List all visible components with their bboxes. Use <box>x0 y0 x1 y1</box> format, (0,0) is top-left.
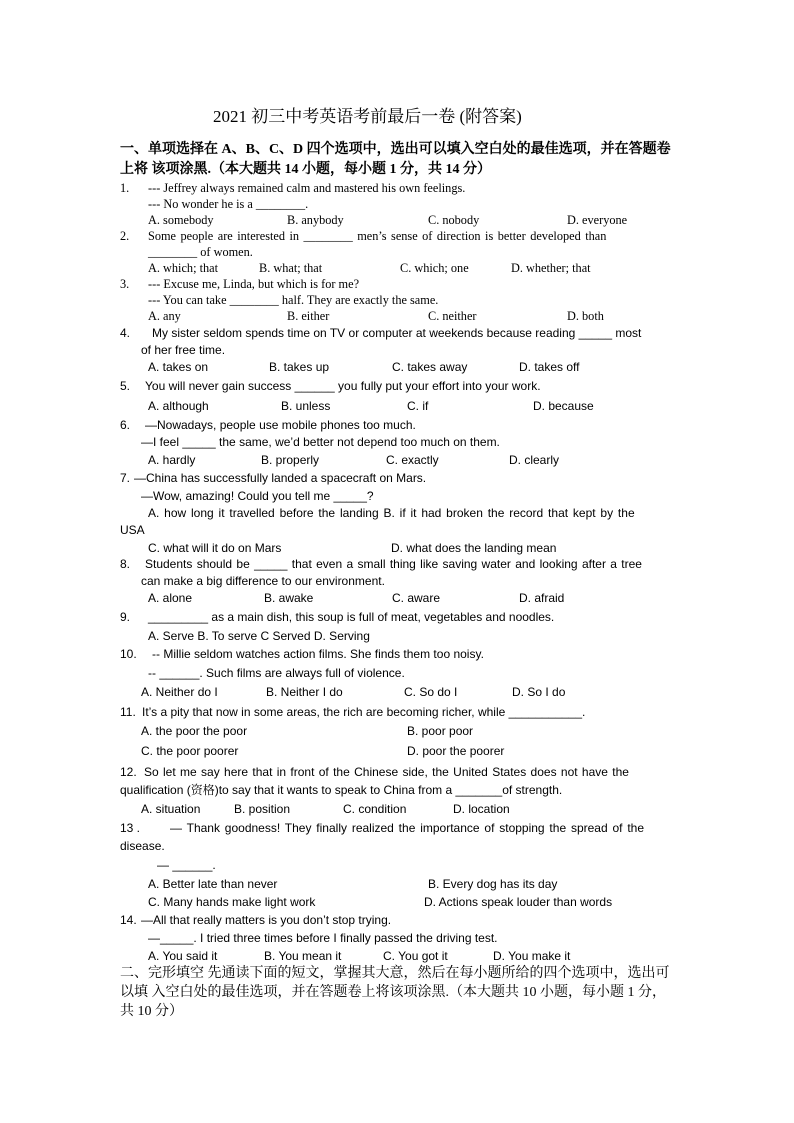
option-c: C. condition <box>343 802 407 816</box>
option-a: A. Better late than never <box>148 877 278 891</box>
option-b: B. takes up <box>269 360 330 374</box>
option-c: C. nobody <box>428 213 480 227</box>
option-a: A. the poor the poor <box>141 724 248 738</box>
option-a: A. any <box>148 309 181 323</box>
option-c: C. neither <box>428 309 477 323</box>
option-d: D. both <box>567 309 604 323</box>
option-a: A. You said it <box>148 949 218 963</box>
option-a: A. alone <box>148 591 193 605</box>
question-text: It’s a pity that now in some areas, the rich are becoming richer, while ___________. <box>142 705 586 719</box>
option-d: D. location <box>453 802 510 816</box>
question-number: 3. <box>120 277 130 291</box>
option-d: D. afraid <box>519 591 565 605</box>
option-d: D. Actions speak louder than words <box>424 895 613 909</box>
option-c: C. You got it <box>383 949 448 963</box>
question-text: Students should be _____ that even a small thing like saving water and looking after a tree <box>145 557 642 571</box>
option-a: A. somebody <box>148 213 214 227</box>
section2-heading-line3: 共 10 分） <box>120 1004 183 1019</box>
question-text: Some people are interested in ________ men’s sense of direction is better developed than <box>148 229 607 243</box>
option-a: A. although <box>148 399 209 413</box>
option-b: B. awake <box>264 591 314 605</box>
option-a: A. which; that <box>148 261 219 275</box>
question-number: 12. <box>120 765 137 779</box>
option-c: C. what will it do on Mars <box>148 541 282 555</box>
question-text: of her free time. <box>141 343 226 357</box>
question-number: 10. <box>120 647 137 661</box>
option-c: C. aware <box>392 591 441 605</box>
option-a: A. situation <box>141 802 201 816</box>
question-text: ________ of women. <box>148 245 253 259</box>
option-c: C. exactly <box>386 453 439 467</box>
option-d: D. because <box>533 399 594 413</box>
option-c: C. the poor poorer <box>141 744 239 758</box>
question-text: disease. <box>120 839 165 853</box>
question-number: 13 . <box>120 821 141 835</box>
question-number: 1. <box>120 181 130 195</box>
option-c: C. takes away <box>392 360 468 374</box>
option-b: B. You mean it <box>264 949 342 963</box>
question-text: --- You can take ________ half. They are exactly the same. <box>148 293 439 307</box>
question-text: -- ______. Such films are always full of violence. <box>148 666 405 680</box>
question-text: — Thank goodness! They finally realized the importance of stopping the spread of the <box>170 821 644 835</box>
option-d: D. everyone <box>567 213 628 227</box>
option-c: C. which; one <box>400 261 469 275</box>
option-a: A. takes on <box>148 360 209 374</box>
question-text: -- Millie seldom watches action films. She finds them too noisy. <box>152 647 484 661</box>
question-text: So let me say here that in front of the Chinese side, the United States does not have the <box>144 765 629 779</box>
question-text: —China has successfully landed a spacecraft on Mars. <box>134 471 427 485</box>
option-b: B. unless <box>281 399 331 413</box>
option-d: D. whether; that <box>511 261 591 275</box>
option-c: C. So do I <box>404 685 458 699</box>
option-b: B. properly <box>261 453 320 467</box>
option-d: D. You make it <box>493 949 571 963</box>
question-text: A. how long it travelled before the landing B. if it had broken the record that kept by the <box>148 506 635 520</box>
question-number: 4. <box>120 326 131 340</box>
option-c: C. if <box>407 399 429 413</box>
question-text: --- Excuse me, Linda, but which is for me? <box>148 277 360 291</box>
question-text: can make a big difference to our environment. <box>141 574 385 588</box>
question-number: 5. <box>120 379 131 393</box>
option-a: A. Neither do I <box>141 685 218 699</box>
section2-heading-line1: 二、完形填空 先通读下面的短文，掌握其大意，然后在每小题所给的四个选项中，选出可 <box>120 966 670 981</box>
option-d: D. clearly <box>509 453 560 467</box>
option-a: A. hardly <box>148 453 196 467</box>
option-b: B. Neither I do <box>266 685 343 699</box>
options-line: A. Serve B. To serve C Served D. Serving <box>148 629 370 643</box>
question-number: 8. <box>120 557 131 571</box>
section1-heading-line1: 一、单项选择在 A、B、C、D 四个选项中，选出可以填入空白处的最佳选项，并在答题卷 <box>120 142 671 157</box>
option-d: D. So I do <box>512 685 566 699</box>
option-b: B. Every dog has its day <box>428 877 558 891</box>
question-number: 14. <box>120 913 137 927</box>
question-number: 7. <box>120 471 131 485</box>
option-d: D. takes off <box>519 360 580 374</box>
question-text: —Nowadays, people use mobile phones too much. <box>145 418 416 432</box>
question-number: 6. <box>120 418 131 432</box>
question-number: 11. <box>120 705 136 719</box>
option-d: D. poor the poorer <box>407 744 505 758</box>
option-c: C. Many hands make light work <box>148 895 316 909</box>
question-text: — ______. <box>157 858 216 872</box>
option-d: D. what does the landing mean <box>391 541 557 555</box>
page-title: 2021 初三中考英语考前最后一卷 (附答案) <box>213 107 522 126</box>
option-b: B. poor poor <box>407 724 474 738</box>
question-text: qualification (资格)to say that it wants to speak to China from a _______of strength. <box>120 783 563 797</box>
question-number: 2. <box>120 229 130 243</box>
question-text: USA <box>120 523 145 537</box>
question-text: —I feel _____ the same, we’d better not depend too much on them. <box>141 435 500 449</box>
section1-heading-line2: 上将 该项涂黑.（本大题共 14 小题，每小题 1 分，共 14 分） <box>120 162 491 177</box>
option-b: B. position <box>234 802 291 816</box>
question-text: My sister seldom spends time on TV or computer at weekends because reading _____ most <box>152 326 642 340</box>
question-text: _________ as a main dish, this soup is full of meat, vegetables and noodles. <box>148 610 555 624</box>
question-number: 9. <box>120 610 131 624</box>
question-text: You will never gain success ______ you fully put your effort into your work. <box>145 379 541 393</box>
question-text: —All that really matters is you don’t stop trying. <box>141 913 392 927</box>
option-b: B. what; that <box>259 261 323 275</box>
question-text: --- No wonder he is a ________. <box>148 197 309 211</box>
question-text: —_____. I tried three times before I finally passed the driving test. <box>148 931 498 945</box>
question-text: —Wow, amazing! Could you tell me _____? <box>141 489 374 503</box>
option-b: B. anybody <box>287 213 344 227</box>
question-text: --- Jeffrey always remained calm and mastered his own feelings. <box>148 181 466 195</box>
section2-heading-line2: 以填 入空白处的最佳选项，并在答题卷上将该项涂黑.（本大题共 10 小题，每小题 1 分， <box>120 985 666 1000</box>
option-b: B. either <box>287 309 330 323</box>
